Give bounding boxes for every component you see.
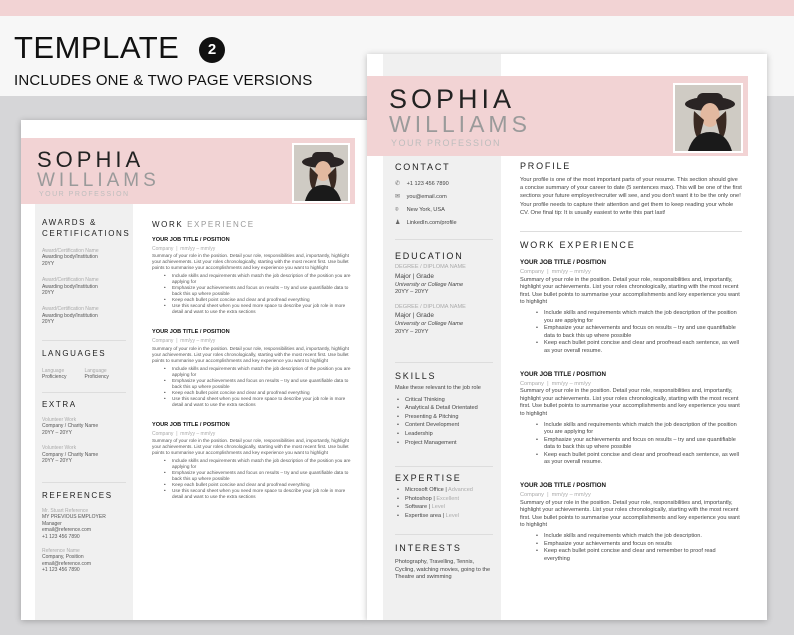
education-heading: EDUCATION — [395, 251, 464, 261]
bullet: • Keep each bullet point concise and clear and proofread everything — [162, 297, 352, 303]
volunteer-dates: 20YY – 20YY — [42, 458, 72, 465]
contact-email — [395, 191, 499, 204]
bullet: • Emphasize your achievements and focus on results – try and use quantifiable data to back this up where possible — [162, 378, 352, 390]
resume-two-page — [367, 54, 767, 620]
skill-item: • Analytical & Detail Orientated — [395, 404, 499, 413]
reference-name: Reference Name — [42, 548, 80, 555]
expertise-name: Photoshop — [405, 495, 432, 502]
job-meta — [520, 269, 742, 277]
award-body: Awarding body/Institution — [42, 254, 98, 261]
award-name: Award/Certification Name — [42, 306, 99, 313]
expertise-level: Excellent — [436, 495, 460, 502]
separator: | — [428, 504, 431, 511]
bullet: • Emphasize your achievements and focus on results — [534, 541, 742, 549]
reference-phone: +1 123 456 7890 — [42, 567, 80, 574]
job-bullets — [152, 273, 352, 315]
expertise-name: Software — [405, 504, 428, 511]
reference-company: MY PREVIOUS EMPLOYER — [42, 514, 106, 521]
volunteer-title: Volunteer Work — [42, 417, 77, 423]
job-summary: Summary of your role in the position. Detail your role, responsibilities and, importantly, highlight your achievements. List your roles chronologically, starting with the most recent first. Use bullet points to summarise your accomplishments and key experience you want to highlight — [152, 345, 349, 363]
bullet: • Keep each bullet point concise and clear and proofread everything — [162, 390, 352, 396]
job-bullets — [520, 533, 742, 563]
bullet: • Emphasize your achievements and focus on results – try and use quantifiable data to back this up where possible — [534, 325, 742, 340]
profile-photo — [292, 143, 350, 203]
bullet: • Emphasize your achievements and focus on results – try and use quantifiable data to back this up where possible — [162, 470, 352, 482]
company: Company — [520, 380, 544, 387]
dates: mm/yy – mm/yy — [180, 246, 216, 252]
divider — [395, 534, 493, 535]
banner-subtitle: INCLUDES ONE & TWO PAGE VERSIONS — [14, 72, 313, 89]
skill-item: • Content Development — [395, 421, 499, 430]
job-bullets — [152, 366, 352, 408]
separator: | — [547, 269, 549, 275]
profile-text: Your profile is one of the most important parts of your resume. This section should give a concise summary of your career to date (5 sentences max). This will be one of the first sections your future employer/recruiter will see, and you don't want it to be the only one! Your profile needs to capture their attention and get them to keep reading your whole CV. One final tip: It is usually easiest to write this part last! — [520, 177, 742, 216]
job-meta — [152, 431, 352, 437]
dates: mm/yy – mm/yy — [551, 269, 591, 275]
bullet: • Keep each bullet point concise and clear and proofread each sentence, as well as your overall resume. — [534, 340, 742, 355]
separator: | — [176, 430, 178, 437]
divider — [42, 392, 126, 393]
education-dates: 20YY – 20YY — [395, 289, 429, 296]
charity-name: Company / Charity Name — [42, 451, 99, 458]
job-summary: Summary of your role in the position. Detail your role, responsibilities and, importantly, highlight your achievements. List your roles chronologically, starting with the most recent first. Use bullet points to summarise your accomplishments and key experience you want to highlight — [520, 276, 740, 306]
award-name: Award/Certification Name — [42, 248, 99, 254]
bullet: • Keep each bullet point concise and clear and remember to proof read everything — [534, 548, 742, 563]
job-summary: Summary of your role in the position. Detail your role, responsibilities and, importantly, highlight your achievements. List your roles chronologically, starting with the most recent first. Use bullet points to summarise your accomplishments and key experience you want to highlight — [520, 388, 740, 417]
award-year: 20YY — [42, 260, 55, 267]
bullet: • Include skills and requirements which match the job description of the position you are applying for — [534, 310, 742, 325]
bullet: • Use this second sheet when you need more space to describe your job role in more detail and want to use the extra sections — [162, 488, 352, 500]
work-heading: WORK EXPERIENCE — [520, 240, 636, 250]
reference-phone: +1 123 456 7890 — [42, 533, 80, 540]
job-bullets — [520, 310, 742, 356]
location-text: New York, USA — [406, 207, 445, 213]
degree-name: DEGREE / DIPLOMA NAME — [395, 264, 466, 270]
bullet: • Use this second sheet when you need more space to describe your job role in more detail and want to use the extra sections — [162, 396, 352, 408]
profile-heading: PROFILE — [520, 161, 572, 171]
job-title: YOUR JOB TITLE / POSITION — [520, 259, 606, 266]
dates: mm/yy – mm/yy — [180, 338, 216, 345]
phone-icon: ✆ — [395, 181, 401, 187]
languages-heading: LANGUAGES — [42, 349, 107, 358]
skills-heading: SKILLS — [395, 371, 437, 381]
dates: mm/yy – mm/yy — [551, 380, 591, 387]
separator: | — [547, 492, 549, 499]
awards-heading: AWARDS & CERTIFICATIONS — [42, 218, 131, 238]
bullet: • Keep each bullet point concise and clear and proofread each sentence, as well as your overall resume. — [534, 452, 742, 467]
dates: mm/yy – mm/yy — [180, 430, 216, 437]
last-name: WILLIAMS — [37, 170, 160, 191]
major-grade: Major | Grade — [395, 312, 434, 320]
job-bullets — [520, 422, 742, 468]
reference-email: email@reference.com — [42, 527, 91, 534]
job-summary: Summary of your role in the position. Detail your role, responsibilities and, importantly, highlight your achievements. List your roles chronologically, starting with the most recent first. Use bullet points to summarise your accomplishments and key experience you want to highlight — [152, 253, 349, 271]
profession: YOUR PROFESSION — [39, 191, 130, 198]
language-proficiency: Proficiency — [42, 374, 67, 381]
job-meta — [152, 246, 352, 252]
expertise-level: Advanced — [448, 487, 473, 493]
interests-text: Photography, Travelling, Tennis, Cycling, watching movies, going to the Theatre and swimming — [395, 559, 491, 581]
first-name: SOPHIA — [389, 84, 516, 114]
job-meta — [520, 492, 742, 500]
expertise-item — [395, 512, 499, 521]
mail-icon: ✉ — [395, 194, 401, 200]
job-meta — [520, 381, 742, 389]
expertise-item — [395, 486, 499, 495]
skills-list — [395, 396, 499, 448]
bullet: • Use this second sheet when you need more space to describe your job role in more detail and want to use the extra sections — [162, 303, 352, 315]
university-name: University or College Name — [395, 281, 464, 288]
skill-item: • Presenting & Pitching — [395, 413, 499, 422]
job-title: YOUR JOB TITLE / POSITION — [152, 329, 230, 336]
divider — [42, 482, 126, 483]
separator: | — [445, 487, 447, 493]
company: Company — [520, 269, 544, 275]
skill-item: • Critical Thinking — [395, 396, 499, 405]
award-year: 20YY — [42, 319, 55, 326]
degree-name: DEGREE / DIPLOMA NAME — [395, 303, 466, 310]
expertise-item — [395, 495, 499, 504]
divider — [395, 239, 493, 240]
divider — [395, 362, 493, 363]
skill-item: • Leadership — [395, 430, 499, 439]
banner-number-badge: 2 — [199, 37, 225, 63]
job-title: YOUR JOB TITLE / POSITION — [520, 482, 606, 490]
separator: | — [176, 338, 178, 345]
language-proficiency: Proficiency — [84, 374, 109, 381]
volunteer-title: Volunteer Work — [42, 445, 77, 452]
reference-company: Company, Position — [42, 554, 84, 561]
expertise-heading: EXPERTISE — [395, 473, 462, 483]
contact-list — [395, 178, 499, 230]
bullet: • Include skills and requirements which match the job description of the position you are applying for — [162, 458, 352, 470]
reference-name: Mr. Stuart Reference — [42, 508, 89, 514]
resume-one-page — [21, 120, 367, 620]
job-summary: Summary of your role in the position. Detail your role, responsibilities and, importantly, highlight your achievements. List your roles chronologically, starting with the most recent first. Use bullet points to summarise your accomplishments and key experience you want to highlight — [520, 499, 740, 529]
major-grade: Major | Grade — [395, 272, 434, 280]
profile-photo — [673, 83, 743, 153]
bullet: • Emphasize your achievements and focus on results – try and use quantifiable data to back this up where possible — [162, 285, 352, 297]
profession: YOUR PROFESSION — [391, 138, 502, 148]
person-icon: ♟ — [395, 220, 401, 226]
divider — [520, 231, 742, 232]
expertise-item — [395, 503, 499, 512]
separator: | — [433, 495, 435, 502]
dates: mm/yy – mm/yy — [551, 492, 591, 499]
separator: | — [547, 380, 549, 387]
expertise-name: Expertise area — [405, 512, 442, 519]
contact-phone — [395, 178, 499, 191]
bullet: • Emphasize your achievements and focus on results – try and use quantifiable data to back this up where possible — [534, 437, 742, 452]
contact-linkedin — [395, 217, 499, 230]
interests-heading: INTERESTS — [395, 543, 462, 553]
language-name: Language — [84, 368, 107, 374]
reference-email: email@reference.com — [42, 560, 91, 567]
company: Company — [520, 492, 544, 499]
extra-heading: EXTRA — [42, 400, 77, 409]
expertise-name: Microsoft Office — [405, 487, 444, 493]
job-bullets — [152, 458, 352, 500]
top-accent-bar — [0, 0, 794, 16]
work-heading-bold: WORK — [152, 220, 184, 229]
expertise-level: Level — [431, 504, 446, 511]
contact-location — [395, 204, 499, 217]
job-title: YOUR JOB TITLE / POSITION — [152, 421, 230, 428]
job-title: YOUR JOB TITLE / POSITION — [152, 237, 230, 243]
expertise-level: Level — [445, 512, 460, 519]
bullet: • Keep each bullet point concise and clear and proofread everything — [162, 482, 352, 488]
divider — [395, 466, 493, 467]
job-summary: Summary of your role in the position. Detail your role, responsibilities and, importantly, highlight your achievements. List your roles chronologically, starting with the most recent first. Use bullet points to summarise your accomplishments and key experience you want to highlight — [152, 438, 349, 456]
award-year: 20YY — [42, 290, 55, 297]
job-meta — [152, 338, 352, 344]
separator: | — [442, 512, 445, 519]
bullet: • Include skills and requirements which match the job description of the position you are applying for — [162, 366, 352, 378]
references-heading: REFERENCES — [42, 491, 113, 500]
divider — [42, 340, 126, 341]
education-dates: 20YY – 20YY — [395, 328, 429, 335]
banner-title: TEMPLATE — [14, 30, 180, 65]
skills-intro: Make these relevant to the job role — [395, 385, 481, 391]
bullet: • Include skills and requirements which match the job description. — [534, 533, 742, 541]
company: Company — [152, 430, 174, 437]
reference-role: Manager — [42, 520, 62, 527]
work-heading — [152, 220, 352, 229]
award-name: Award/Certification Name — [42, 277, 99, 284]
location-pin-icon: ⌾ — [395, 207, 399, 213]
language-name: Language — [42, 368, 65, 374]
contact-heading: CONTACT — [395, 162, 451, 172]
job-title: YOUR JOB TITLE / POSITION — [520, 370, 606, 378]
award-body: Awarding body/Institution — [42, 283, 98, 290]
phone-text: +1 123 456 7890 — [406, 181, 449, 187]
email-text: you@email.com — [406, 194, 447, 200]
university-name: University or College Name — [395, 321, 464, 328]
volunteer-dates: 20YY – 20YY — [42, 429, 72, 436]
first-name: SOPHIA — [37, 147, 145, 172]
skill-item: • Project Management — [395, 439, 499, 448]
company: Company — [152, 338, 174, 345]
bullet: • Include skills and requirements which match the job description of the position you are applying for — [534, 422, 742, 437]
company: Company — [152, 246, 174, 252]
separator: | — [176, 246, 178, 252]
work-heading-light: EXPERIENCE — [187, 220, 255, 229]
last-name: WILLIAMS — [389, 111, 531, 137]
linkedin-text: LinkedIn.com/profile — [406, 220, 457, 226]
award-body: Awarding body/Institution — [42, 312, 98, 319]
expertise-list — [395, 486, 499, 520]
bullet: • Include skills and requirements which match the job description of the position you are applying for — [162, 273, 352, 285]
charity-name: Company / Charity Name — [42, 423, 99, 430]
